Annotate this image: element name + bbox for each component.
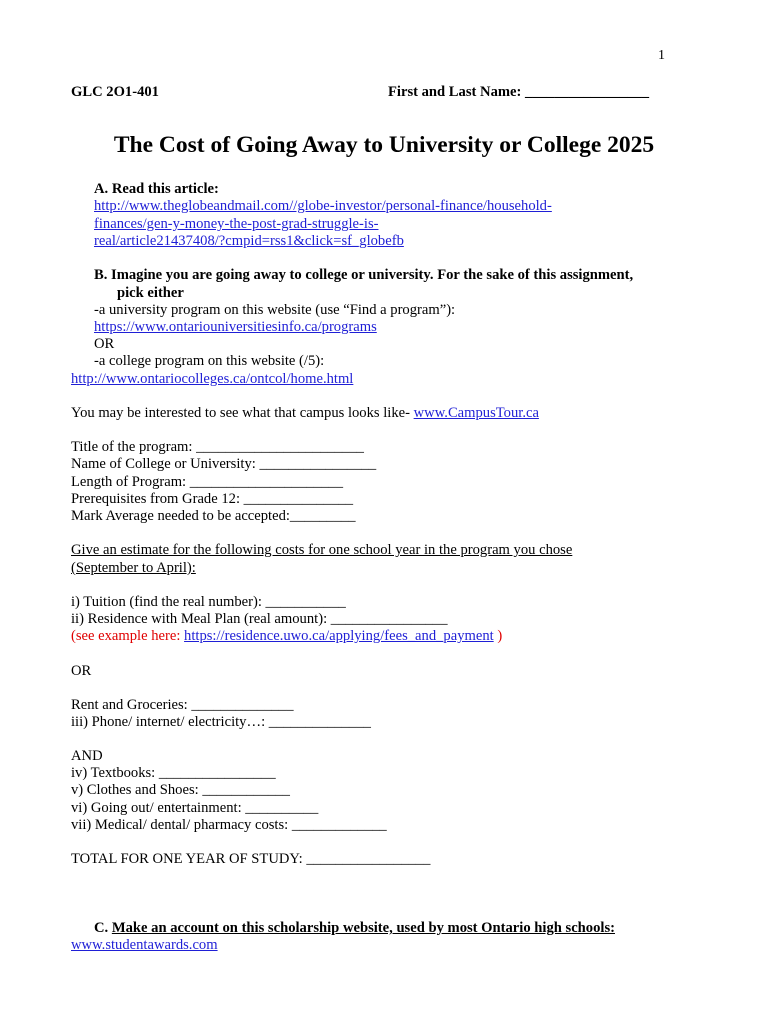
estimate-heading-line-1: Give an estimate for the following costs for one school year in the program you chose	[71, 542, 573, 558]
residence-fees-link[interactable]: https://residence.uwo.ca/applying/fees_and_payment	[184, 628, 494, 644]
total-field: TOTAL FOR ONE YEAR OF STUDY: _________________	[71, 851, 431, 867]
cost-or-text: OR	[71, 663, 92, 679]
program-length-field: Length of Program: _____________________	[71, 474, 343, 490]
college-option-text: -a college program on this website (/5):	[94, 353, 325, 369]
residence-example-line	[71, 628, 502, 645]
tuition-field: i) Tuition (find the real number): ___________	[71, 594, 346, 610]
section-c-heading-line	[94, 920, 615, 937]
article-link-line-2[interactable]: finances/gen-y-money-the-post-grad-struggle-is-	[94, 216, 379, 232]
program-title-field: Title of the program: _______________________	[71, 439, 364, 455]
article-link-line-3[interactable]: real/article21437408/?cmpid=rss1&click=sf_globefb	[94, 233, 404, 249]
campus-tour-text: You may be interested to see what that campus looks like-	[71, 405, 414, 421]
entertainment-field: vi) Going out/ entertainment: __________	[71, 800, 319, 816]
prerequisites-field: Prerequisites from Grade 12: _______________	[71, 491, 354, 507]
or-text: OR	[94, 336, 115, 352]
residence-field: ii) Residence with Meal Plan (real amount): ________________	[71, 611, 448, 627]
example-prefix: (see example here:	[71, 628, 185, 644]
college-programs-link[interactable]: http://www.ontariocolleges.ca/ontcol/home.html	[71, 371, 354, 387]
section-b-heading: B. Imagine you are going away to college or university. For the sake of this assignment,	[94, 267, 634, 283]
university-option-text: -a university program on this website (use “Find a program”):	[94, 302, 456, 318]
section-a-heading: A. Read this article:	[94, 181, 219, 197]
utilities-field: iii) Phone/ internet/ electricity…: ______________	[71, 714, 371, 730]
rent-field: Rent and Groceries: ______________	[71, 697, 294, 713]
university-programs-link[interactable]: https://www.ontariouniversitiesinfo.ca/programs	[94, 319, 377, 335]
and-text: AND	[71, 748, 103, 764]
textbooks-field: iv) Textbooks: ________________	[71, 765, 276, 781]
section-c-label: C.	[94, 920, 112, 936]
page-title: The Cost of Going Away to University or College 2025	[113, 132, 655, 158]
clothes-field: v) Clothes and Shoes: ____________	[71, 782, 290, 798]
name-field: First and Last Name: _________________	[388, 84, 650, 100]
example-suffix: )	[493, 628, 503, 644]
studentawards-link[interactable]: www.studentawards.com	[71, 937, 218, 953]
campus-tour-link[interactable]: www.CampusTour.ca	[413, 405, 539, 421]
article-link-line-1[interactable]: http://www.theglobeandmail.com//globe-investor/personal-finance/household-	[94, 198, 552, 214]
medical-field: vii) Medical/ dental/ pharmacy costs: _____________	[71, 817, 387, 833]
page-number: 1	[658, 48, 665, 63]
course-code: GLC 2O1-401	[71, 84, 159, 100]
estimate-heading-line-2: (September to April):	[71, 560, 196, 576]
section-b-heading-cont: pick either	[117, 285, 184, 301]
institution-name-field: Name of College or University: ________________	[71, 456, 377, 472]
campus-tour-line	[71, 405, 539, 422]
section-c-heading: Make an account on this scholarship website, used by most Ontario high schools:	[111, 920, 615, 936]
mark-average-field: Mark Average needed to be accepted:_________	[71, 508, 356, 524]
